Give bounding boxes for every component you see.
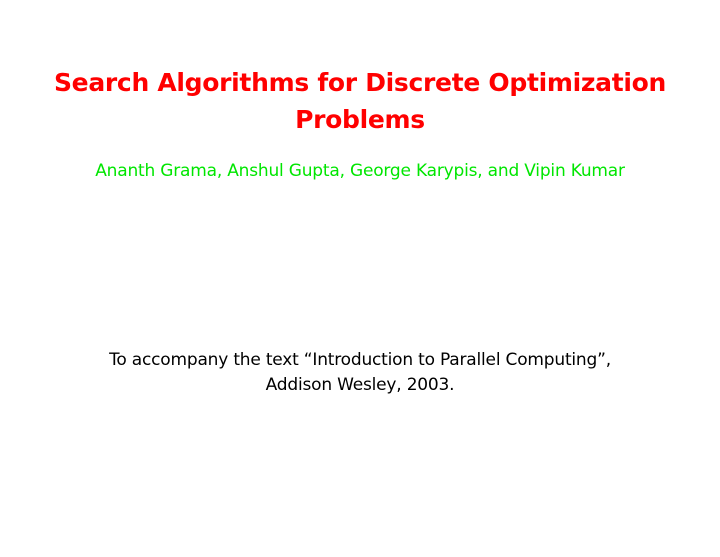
footer-line-2: Addison Wesley, 2003. [265,375,455,395]
footer-note [0,348,720,398]
authors-line: Ananth Grama, Anshul Gupta, George Karypis, and Vipin Kumar [95,161,625,181]
footer-line-1: To accompany the text “Introduction to Parallel Computing”, [109,350,611,370]
slide-title-line-1: Search Algorithms for Discrete Optimization [53,68,667,97]
slide-title-line-2: Problems [295,105,425,134]
slide-title [0,64,720,138]
